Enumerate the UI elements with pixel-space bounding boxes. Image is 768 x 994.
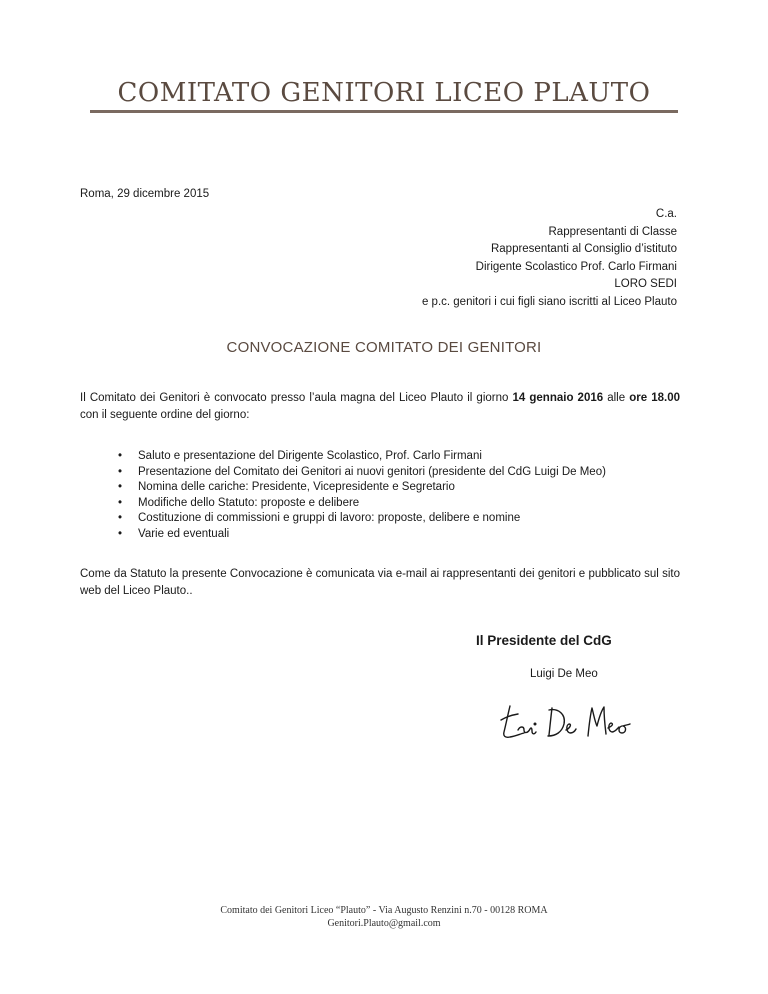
recipient-line: C.a. [655,208,677,220]
recipient-line: Dirigente Scolastico Prof. Carlo Firmani [475,260,677,273]
recipients-block [422,206,677,311]
bullet-icon: • [118,527,123,540]
date-line: Roma, 29 dicembre 2015 [80,188,210,200]
convocation-heading: CONVOCAZIONE COMITATO DEI GENITORI [226,339,542,356]
agenda-item-text: Costituzione di commissioni e gruppi di lavoro: proposte, delibere e nomine [138,512,521,524]
signer-name: Luigi De Meo [530,668,598,680]
intro-text: con il seguente ordine del giorno: [80,409,250,421]
agenda-item [118,449,606,465]
meeting-date: 14 gennaio 2016 [512,392,604,404]
agenda-item-text: Varie ed eventuali [138,527,230,540]
bullet-icon: • [118,450,123,462]
recipient-line: Rappresentanti di Classe [548,225,677,238]
bullet-icon: • [118,496,123,509]
page-title: COMITATO GENITORI LICEO PLAUTO [117,78,651,108]
recipient-line: LORO SEDI [614,278,677,290]
agenda-item [118,527,606,543]
agenda-item-text: Saluto e presentazione del Dirigente Scolastico, Prof. Carlo Firmani [138,450,482,462]
bullet-icon: • [118,465,123,478]
recipient-line: e p.c. genitori i cui figli siano iscritti al Liceo Plauto [421,295,677,308]
agenda-list [118,449,606,542]
footer-address: Comitato dei Genitori Liceo “Plauto” - Via Augusto Renzini n.70 - 00128 ROMA [220,905,548,916]
recipient-line: Rappresentanti al Consiglio d’istituto [490,243,677,255]
intro-text: alle [603,392,630,404]
footer-email: Genitori.Plauto@gmail.com [327,918,441,929]
signature-title: Il Presidente del CdG [476,633,612,648]
closing-paragraph: Come da Statuto la presente Convocazione è comunicata via e-mail ai rappresentanti dei genitori e pubblicato sul sito web del Liceo Plauto.. [80,568,680,597]
bullet-icon: • [118,512,123,524]
agenda-item [118,511,606,527]
title-rule [90,110,678,113]
agenda-item [118,496,606,512]
agenda-item [118,465,606,481]
bullet-icon: • [118,481,123,493]
meeting-time: ore 18.00 [629,392,680,404]
agenda-item-text: Nomina delle cariche: Presidente, Vicepresidente e Segretario [138,481,455,493]
intro-text: Il Comitato dei Genitori è convocato presso l’aula magna del Liceo Plauto il giorno [80,392,513,404]
agenda-item [118,480,606,496]
agenda-item-text: Modifiche dello Statuto: proposte e delibere [138,496,360,509]
footer [0,904,768,930]
intro-paragraph [80,390,680,424]
handwritten-signature [496,700,636,748]
agenda-item-text: Presentazione del Comitato dei Genitori ai nuovi genitori (presidente del CdG Luigi De Meo) [138,465,606,478]
